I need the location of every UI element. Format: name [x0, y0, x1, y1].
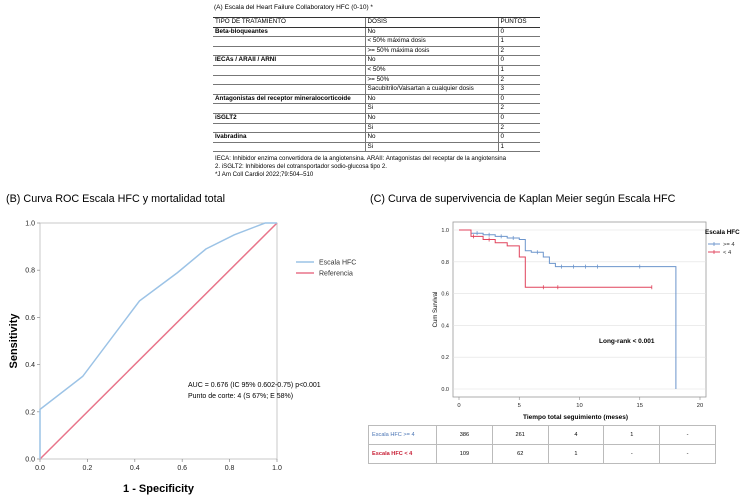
km-chart — [365, 210, 750, 425]
table-row — [213, 123, 540, 133]
km-chart-title: (C) Curva de supervivencia de Kaplan Meier según Escala HFC — [370, 193, 676, 205]
header-points: PUNTOS — [498, 18, 540, 28]
risk-row-label: Escala HFC >= 4 — [369, 426, 437, 445]
points-cell: 0 — [498, 113, 540, 123]
dose-cell: Si — [365, 104, 498, 114]
header-dose: DOSIS — [365, 18, 498, 28]
dose-cell: >= 50% máxima dosis — [365, 46, 498, 56]
dose-cell: No — [365, 56, 498, 66]
table-row — [213, 85, 540, 95]
logrank-annotation: Long-rank < 0.001 — [599, 338, 655, 345]
risk-cell: 109 — [437, 445, 493, 464]
km-curve-hfc-lt-4 — [459, 230, 652, 287]
roc-chart — [0, 210, 360, 500]
table-row — [213, 65, 540, 75]
y-tick-label: 1.0 — [25, 220, 35, 228]
x-tick-label: 0.0 — [35, 465, 45, 472]
x-tick-label: 5 — [517, 403, 521, 409]
y-tick-label: 0.8 — [25, 267, 35, 275]
y-tick-label: 0.4 — [441, 323, 449, 330]
y-tick-label: 0.0 — [441, 387, 449, 393]
legend-label: < 4 — [723, 250, 732, 256]
points-cell: 2 — [498, 46, 540, 56]
dose-cell: No — [365, 133, 498, 143]
table-row — [213, 75, 540, 85]
panel-a-notes — [215, 155, 545, 180]
legend-title: Escala HFC — [705, 229, 740, 236]
x-tick-label: 10 — [576, 403, 583, 409]
table-row — [213, 113, 540, 123]
legend-label: Referencia — [319, 270, 353, 278]
treatment-cell: IECAs / ARAII / ARNI — [213, 56, 365, 66]
x-tick-label: 20 — [696, 403, 704, 409]
y-tick-label: 0.6 — [25, 314, 35, 322]
x-tick-label: 0 — [457, 403, 461, 409]
y-axis-label: Cum Survival — [433, 291, 439, 328]
treatment-cell: Beta-bloqueantes — [213, 27, 365, 37]
x-tick-label: 0.4 — [129, 465, 140, 472]
risk-cell: - — [604, 445, 660, 464]
risk-cell: 4 — [548, 426, 604, 445]
points-cell: 1 — [498, 142, 540, 152]
y-tick-label: 1.0 — [441, 228, 449, 234]
y-tick-label: 0.0 — [25, 456, 35, 464]
treatment-cell — [213, 142, 365, 152]
dose-cell: Si — [365, 142, 498, 152]
table-row — [213, 142, 540, 152]
risk-row — [369, 426, 716, 445]
table-row — [213, 27, 540, 37]
dose-cell: No — [365, 27, 498, 37]
points-cell: 0 — [498, 56, 540, 66]
x-tick-label: 0.2 — [82, 465, 93, 472]
x-axis-label: 1 - Specificity — [123, 483, 194, 495]
points-cell: 2 — [498, 75, 540, 85]
table-row — [213, 94, 540, 104]
table-row — [213, 37, 540, 47]
points-cell: 0 — [498, 94, 540, 104]
treatment-cell: Antagonistas del receptor mineralocorticoide — [213, 94, 365, 104]
dose-cell: No — [365, 94, 498, 104]
legend-label: Escala HFC — [319, 259, 357, 267]
risk-cell: - — [660, 445, 716, 464]
table-row — [213, 46, 540, 56]
treatment-cell — [213, 75, 365, 85]
y-tick-label: 0.4 — [25, 362, 35, 370]
risk-row — [369, 445, 716, 464]
hfc-score-table — [213, 17, 540, 152]
risk-cell: 62 — [492, 445, 548, 464]
x-tick-label: 1.0 — [272, 465, 282, 472]
points-cell: 1 — [498, 65, 540, 75]
x-tick-label: 0.6 — [177, 465, 188, 472]
points-cell: 0 — [498, 27, 540, 37]
treatment-cell — [213, 37, 365, 47]
x-axis-label: Tiempo total seguimiento (meses) — [523, 414, 628, 421]
points-cell: 0 — [498, 133, 540, 143]
note-line: IECA: Inhibidor enzima convertidora de la angiotensina. ARAII: Antagonistas del receptar de la angiotensina — [215, 155, 506, 162]
x-tick-label: 15 — [636, 403, 643, 409]
treatment-cell: Ivabradina — [213, 133, 365, 143]
y-tick-label: 0.6 — [441, 291, 449, 298]
y-tick-label: 0.8 — [441, 259, 449, 266]
y-tick-label: 0.2 — [25, 409, 35, 417]
risk-table — [368, 425, 716, 464]
panel-a-title: (A) Escala del Heart Failure Collaboratory HFC (0-10) * — [214, 4, 373, 11]
risk-row-label: Escala HFC < 4 — [369, 445, 437, 464]
cutoff-annotation: Punto de corte: 4 (S 67%; E 58%) — [188, 393, 294, 400]
note-line: *J Am Coll Cardiol 2022;79:504–510 — [215, 171, 314, 179]
dose-cell: >= 50% — [365, 75, 498, 85]
plot-frame — [453, 222, 706, 397]
risk-cell: 1 — [548, 445, 604, 464]
points-cell: 2 — [498, 104, 540, 114]
note-line: 2. iSGLT2: Inhibidores del cotransportador sodio-glucosa tipo 2. — [215, 163, 387, 171]
auc-annotation: AUC = 0.676 (IC 95% 0.602-0.75) p<0.001 — [188, 382, 321, 389]
y-axis-label: Sensitivity — [8, 313, 20, 369]
header-treatment: TIPO DE TRATAMIENTO — [213, 18, 365, 28]
treatment-cell — [213, 123, 365, 133]
points-cell: 2 — [498, 123, 540, 133]
treatment-cell — [213, 46, 365, 56]
table-row — [213, 104, 540, 114]
points-cell: 1 — [498, 37, 540, 47]
dose-cell: < 50% máxima dosis — [365, 37, 498, 47]
table-row — [213, 133, 540, 143]
risk-cell: 261 — [492, 426, 548, 445]
table-row — [213, 56, 540, 66]
points-cell: 3 — [498, 85, 540, 95]
y-tick-label: 0.2 — [441, 355, 449, 362]
treatment-cell — [213, 85, 365, 95]
km-curve-hfc-ge-4 — [459, 230, 676, 389]
risk-cell: 386 — [437, 426, 493, 445]
dose-cell: No — [365, 113, 498, 123]
roc-reference-line — [40, 223, 277, 459]
risk-cell: - — [660, 426, 716, 445]
dose-cell: Si — [365, 123, 498, 133]
legend-label: >= 4 — [723, 242, 735, 248]
treatment-cell — [213, 65, 365, 75]
treatment-cell — [213, 104, 365, 114]
dose-cell: Sacubitrilo/Valsartan a cualquier dosis — [365, 85, 498, 95]
dose-cell: < 50% — [365, 65, 498, 75]
roc-chart-title: (B) Curva ROC Escala HFC y mortalidad total — [6, 193, 225, 205]
x-tick-label: 0.8 — [224, 465, 235, 472]
treatment-cell: iSGLT2 — [213, 113, 365, 123]
table-header-row — [213, 18, 540, 28]
risk-cell: 1 — [604, 426, 660, 445]
